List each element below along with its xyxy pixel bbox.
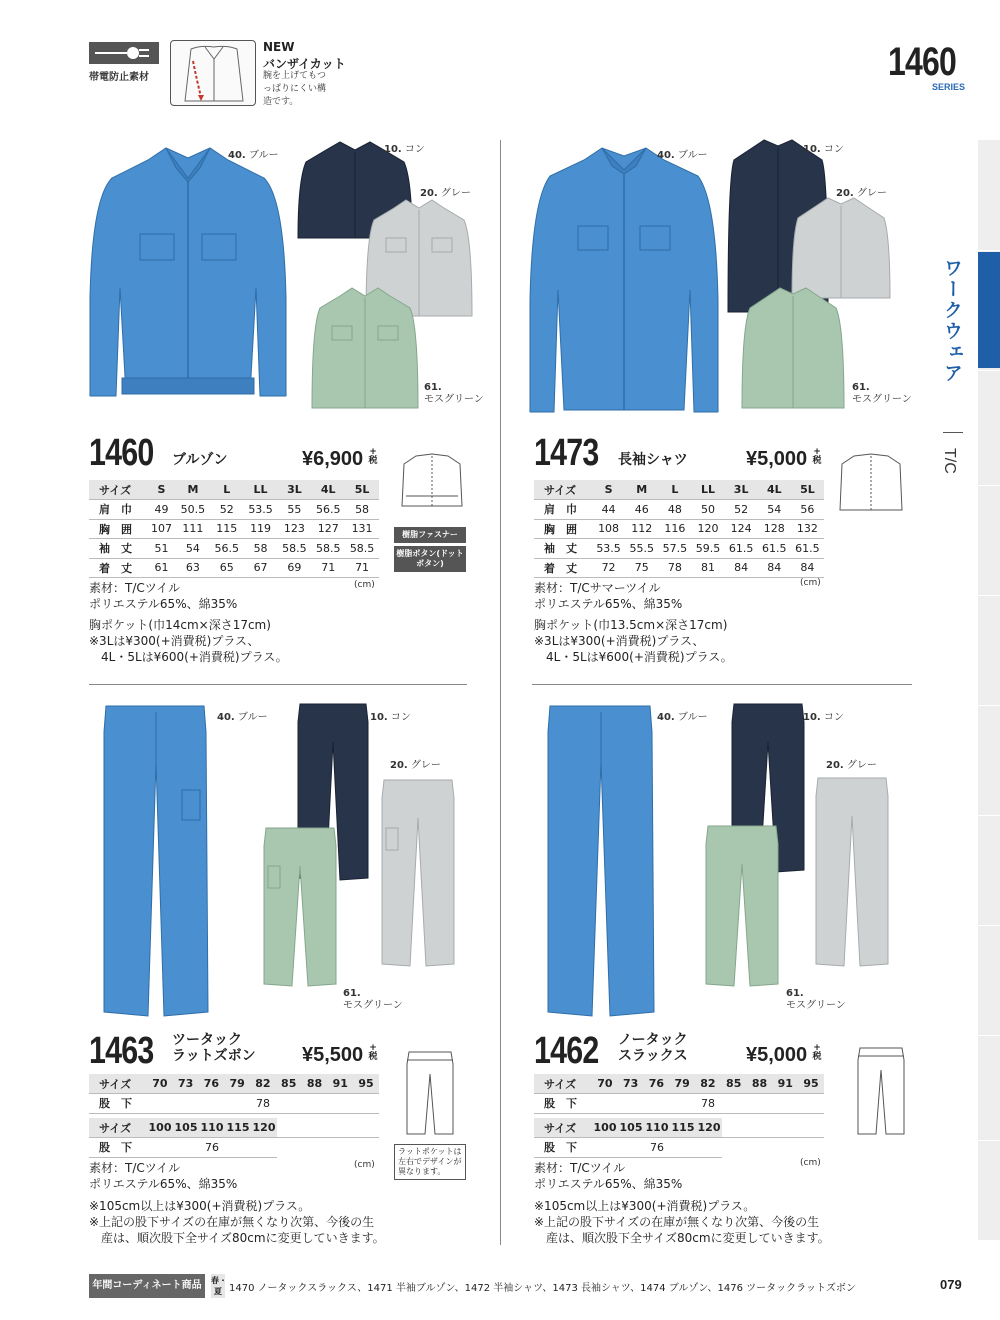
size-table xyxy=(89,480,379,578)
note-line: ※上記の股下サイズの在庫が無くなり次第、今後の生 xyxy=(89,1215,375,1229)
product-name-line: スラックス xyxy=(618,1048,688,1064)
table-cell: 110 xyxy=(199,1118,225,1138)
table-cell: 4L xyxy=(758,480,791,500)
price-tax: + 税 xyxy=(812,447,822,466)
table-cell: 肩 巾 xyxy=(89,500,147,520)
note-line: 胸ポケット(巾13.5cm×深さ17cm) xyxy=(534,618,728,632)
table-cell: 61 xyxy=(147,558,176,578)
table-cell: 124 xyxy=(725,519,758,539)
color-label-navy: 10. コン xyxy=(803,712,844,723)
table-cell: 84 xyxy=(758,558,791,578)
note-line: 産は、順次股下全サイズ80cmに変更していきます。 xyxy=(546,1231,830,1245)
table-cell: 81 xyxy=(691,558,724,578)
table-cell: 50 xyxy=(691,500,724,520)
table-row xyxy=(89,519,379,539)
table-cell: 5L xyxy=(791,480,824,500)
size-table-regular xyxy=(89,1074,379,1114)
table-cell: 91 xyxy=(327,1074,353,1094)
table-cell: 61.5 xyxy=(758,539,791,559)
slacks-moss-image xyxy=(704,824,780,988)
coordinate-products: 1470 ノータックスラックス、1471 半袖ブルゾン、1472 半袖シャツ、1473 長袖シャツ、1474 ブルゾン、1476 ツータックラットズボン xyxy=(229,1283,856,1294)
table-cell: 84 xyxy=(791,558,824,578)
product-name xyxy=(618,1032,688,1064)
material-info xyxy=(534,1160,682,1192)
note-line: ※105cm以上は¥300(+消費税)プラス。 xyxy=(89,1199,311,1213)
note-line: 4L・5Lは¥600(+消費税)プラス。 xyxy=(101,650,288,664)
table-row xyxy=(89,500,379,520)
color-label-blue: 40. ブルー xyxy=(657,712,708,723)
table-cell: 54 xyxy=(176,539,210,559)
series-label: SERIES xyxy=(932,82,966,92)
table-cell: 78 xyxy=(658,558,691,578)
table-cell: 70 xyxy=(147,1074,173,1094)
material-line: ポリエステル65%、綿35% xyxy=(89,597,238,611)
table-cell: 100 xyxy=(592,1118,618,1138)
table-cell: 76 xyxy=(199,1074,225,1094)
jacket-moss-image xyxy=(310,286,420,410)
material-line: 素材：T/Cツイル xyxy=(89,1161,181,1175)
table-cell: 84 xyxy=(725,558,758,578)
table-cell: 78 xyxy=(592,1094,824,1114)
color-label-gray: 20. グレー xyxy=(836,188,887,199)
table-cell: 115 xyxy=(225,1118,251,1138)
color-label-blue: 40. ブルー xyxy=(228,150,279,161)
table-cell: S xyxy=(592,480,625,500)
shirt-back-line-drawing xyxy=(838,452,904,514)
table-cell: サイズ xyxy=(89,480,147,500)
table-cell: 128 xyxy=(758,519,791,539)
material-line: 素材：T/Cツイル xyxy=(534,1161,626,1175)
note-line: 胸ポケット(巾14cm×深さ17cm) xyxy=(89,618,271,632)
product-notes xyxy=(534,1198,830,1246)
table-cell: 65 xyxy=(210,558,244,578)
color-label-gray: 20. グレー xyxy=(390,760,441,771)
color-label-moss: 61. モスグリーン xyxy=(424,382,484,405)
material-info xyxy=(534,580,682,612)
table-cell: 132 xyxy=(791,519,824,539)
tab-divider xyxy=(978,370,1000,371)
table-cell: 75 xyxy=(625,558,658,578)
table-cell: LL xyxy=(691,480,724,500)
page-number: 079 xyxy=(940,1277,962,1292)
table-cell: S xyxy=(147,480,176,500)
size-table-header xyxy=(534,1074,824,1094)
table-cell: 56.5 xyxy=(311,500,345,520)
product-name-line: ノータック xyxy=(618,1032,688,1048)
pants-blue-image xyxy=(100,702,210,1018)
table-cell: 57.5 xyxy=(658,539,691,559)
size-table-large xyxy=(534,1118,824,1158)
table-cell: 3L xyxy=(277,480,311,500)
pants-line-drawing xyxy=(405,1050,455,1136)
table-cell: 58 xyxy=(345,500,379,520)
product-name: 長袖シャツ xyxy=(618,452,688,468)
table-cell: 着 丈 xyxy=(534,558,592,578)
table-cell: 55 xyxy=(277,500,311,520)
table-cell: 71 xyxy=(311,558,345,578)
slacks-gray-image xyxy=(814,776,890,968)
jacket-back-line-drawing xyxy=(400,452,464,510)
table-cell: 79 xyxy=(224,1074,250,1094)
new-label: NEW xyxy=(263,40,295,54)
product-name-line: ツータック xyxy=(172,1032,242,1048)
note-line: 産は、順次股下全サイズ80cmに変更していきます。 xyxy=(101,1231,385,1245)
tab-divider xyxy=(978,250,1000,251)
pants-moss-image xyxy=(262,826,338,988)
index-tab-active[interactable] xyxy=(978,252,1000,368)
table-row xyxy=(89,558,379,578)
table-cell: 56.5 xyxy=(210,539,244,559)
table-cell: サイズ xyxy=(534,1118,592,1138)
unit-label: (cm) xyxy=(800,578,821,588)
price: ¥6,900 xyxy=(302,448,364,470)
table-cell: 股 下 xyxy=(534,1094,592,1114)
table-cell: 73 xyxy=(618,1074,644,1094)
table-cell: サイズ xyxy=(89,1118,147,1138)
feature-title: バンザイカット xyxy=(263,57,346,71)
antistatic-icon xyxy=(89,42,159,64)
product-name: ブルゾン xyxy=(172,452,228,468)
product-notes xyxy=(89,617,288,665)
column-divider xyxy=(500,140,501,1245)
table-cell: 3L xyxy=(725,480,758,500)
table-cell: 胸 囲 xyxy=(534,519,592,539)
table-cell: 59.5 xyxy=(691,539,724,559)
model-number: 1463 xyxy=(89,1030,154,1072)
material-info xyxy=(89,580,237,612)
color-label-gray: 20. グレー xyxy=(420,188,471,199)
note-line: ※105cm以上は¥300(+消費税)プラス。 xyxy=(534,1199,756,1213)
table-cell: L xyxy=(210,480,244,500)
table-cell: 股 下 xyxy=(89,1094,147,1114)
table-cell: 着 丈 xyxy=(89,558,147,578)
table-cell: 72 xyxy=(592,558,625,578)
color-label-moss: 61. モスグリーン xyxy=(343,988,403,1011)
table-cell: 53.5 xyxy=(592,539,625,559)
slacks-line-drawing xyxy=(856,1046,906,1136)
slacks-blue-image xyxy=(544,702,656,1018)
material-line: ポリエステル65%、綿35% xyxy=(534,1177,683,1191)
table-cell: 44 xyxy=(592,500,625,520)
table-row xyxy=(534,1138,824,1158)
table-cell: L xyxy=(658,480,691,500)
table-cell: 46 xyxy=(625,500,658,520)
table-row xyxy=(89,539,379,559)
table-cell: 71 xyxy=(345,558,379,578)
table-cell-empty xyxy=(722,1118,824,1138)
pants-gray-image xyxy=(380,778,456,968)
product-name-line: ラットズボン xyxy=(172,1048,256,1064)
note-line: ※上記の股下サイズの在庫が無くなり次第、今後の生 xyxy=(534,1215,820,1229)
table-cell: 袖 丈 xyxy=(534,539,592,559)
tab-divider xyxy=(978,485,1000,486)
table-cell: 119 xyxy=(244,519,278,539)
table-cell: 5L xyxy=(345,480,379,500)
table-cell: 52 xyxy=(725,500,758,520)
table-cell: 95 xyxy=(798,1074,824,1094)
color-label-gray: 20. グレー xyxy=(826,760,877,771)
table-cell: 58.5 xyxy=(345,539,379,559)
table-cell: 85 xyxy=(276,1074,302,1094)
table-cell: 67 xyxy=(244,558,278,578)
color-label-blue: 40. ブルー xyxy=(217,712,268,723)
table-cell: 股 下 xyxy=(534,1138,592,1158)
table-cell-empty xyxy=(277,1138,379,1158)
table-cell: LL xyxy=(244,480,278,500)
table-cell: 73 xyxy=(173,1074,199,1094)
model-number: 1460 xyxy=(89,432,154,474)
price-tax: + 税 xyxy=(368,1043,378,1062)
table-row xyxy=(534,1094,824,1114)
model-number: 1462 xyxy=(534,1030,599,1072)
table-row xyxy=(534,519,824,539)
table-cell: 56 xyxy=(791,500,824,520)
table-cell: 48 xyxy=(658,500,691,520)
table-cell: 105 xyxy=(173,1118,199,1138)
unit-label: (cm) xyxy=(354,580,375,590)
table-cell: 69 xyxy=(277,558,311,578)
tag-resin-button: 樹脂ボタン(ドットボタン) xyxy=(394,546,466,572)
table-cell: 120 xyxy=(696,1118,722,1138)
tab-divider xyxy=(978,815,1000,816)
price: ¥5,000 xyxy=(746,448,808,470)
feature-description: 腕を上げてもつっぱりにくい構造です。 xyxy=(263,71,327,107)
table-row xyxy=(534,500,824,520)
color-label-moss: 61. モスグリーン xyxy=(786,988,846,1011)
unit-label: (cm) xyxy=(354,1160,375,1170)
size-table xyxy=(534,480,824,578)
price: ¥5,500 xyxy=(302,1044,364,1066)
category-label: ワークウェア xyxy=(941,258,963,384)
table-cell: 82 xyxy=(695,1074,721,1094)
table-cell: 120 xyxy=(691,519,724,539)
table-cell: 108 xyxy=(592,519,625,539)
note-line: ※3Lは¥300(+消費税)プラス、 xyxy=(534,634,705,648)
table-cell: 肩 巾 xyxy=(534,500,592,520)
table-cell: 58 xyxy=(244,539,278,559)
table-cell: 61.5 xyxy=(725,539,758,559)
table-cell: M xyxy=(176,480,210,500)
table-cell: 49 xyxy=(147,500,176,520)
table-cell: 63 xyxy=(176,558,210,578)
table-cell: 58.5 xyxy=(277,539,311,559)
table-cell: 70 xyxy=(592,1074,618,1094)
table-cell: 54 xyxy=(758,500,791,520)
table-cell: 88 xyxy=(302,1074,328,1094)
size-table-header xyxy=(89,1118,379,1138)
season-badge: 春・夏 xyxy=(211,1276,227,1296)
table-cell: M xyxy=(625,480,658,500)
table-cell: 110 xyxy=(644,1118,670,1138)
tab-divider xyxy=(978,1035,1000,1036)
tab-divider xyxy=(978,705,1000,706)
size-table-header xyxy=(534,1118,824,1138)
table-cell: サイズ xyxy=(534,1074,592,1094)
material-line: ポリエステル65%、綿35% xyxy=(89,1177,238,1191)
shirt-blue-image xyxy=(528,140,720,422)
table-cell: 88 xyxy=(747,1074,773,1094)
size-table-header xyxy=(534,480,824,500)
antistatic-label: 帯電防止素材 xyxy=(89,72,149,83)
table-cell: 76 xyxy=(147,1138,277,1158)
section-divider-left xyxy=(89,684,467,685)
size-table-large xyxy=(89,1118,379,1158)
table-cell: 112 xyxy=(625,519,658,539)
material-line: 素材：T/Cサマーツイル xyxy=(534,581,661,595)
table-cell: 82 xyxy=(250,1074,276,1094)
table-cell: サイズ xyxy=(89,1074,147,1094)
table-cell: 53.5 xyxy=(244,500,278,520)
table-cell: 袖 丈 xyxy=(89,539,147,559)
table-cell: 115 xyxy=(670,1118,696,1138)
jacket-blue-image xyxy=(88,138,288,418)
size-table-header xyxy=(89,1074,379,1094)
tab-divider xyxy=(978,925,1000,926)
table-cell: 116 xyxy=(658,519,691,539)
table-cell: 107 xyxy=(147,519,176,539)
table-cell: 131 xyxy=(345,519,379,539)
rat-pocket-note: ラットポケットは左右でデザインが異なります。 xyxy=(394,1144,466,1180)
table-cell: 58.5 xyxy=(311,539,345,559)
product-notes xyxy=(89,1198,385,1246)
color-label-navy: 10. コン xyxy=(370,712,411,723)
table-cell: 76 xyxy=(592,1138,722,1158)
table-cell: 127 xyxy=(311,519,345,539)
material-line: 素材：T/Cツイル xyxy=(89,581,181,595)
table-cell: 胸 囲 xyxy=(89,519,147,539)
table-row xyxy=(534,539,824,559)
color-label-blue: 40. ブルー xyxy=(657,150,708,161)
table-cell-empty xyxy=(722,1138,824,1158)
tab-divider xyxy=(978,595,1000,596)
model-number: 1473 xyxy=(534,432,599,474)
table-cell: 111 xyxy=(176,519,210,539)
table-cell: 78 xyxy=(147,1094,379,1114)
category-divider xyxy=(943,432,963,433)
table-cell: 120 xyxy=(251,1118,277,1138)
table-row xyxy=(534,558,824,578)
banzai-cut-illustration xyxy=(170,40,256,106)
price-tax: + 税 xyxy=(812,1043,822,1062)
tab-divider xyxy=(978,1140,1000,1141)
size-table-header xyxy=(89,480,379,500)
price: ¥5,000 xyxy=(746,1044,808,1066)
table-cell: 61.5 xyxy=(791,539,824,559)
unit-label: (cm) xyxy=(800,1158,821,1168)
table-cell: 85 xyxy=(721,1074,747,1094)
size-table-regular xyxy=(534,1074,824,1114)
table-cell: 123 xyxy=(277,519,311,539)
table-cell: 115 xyxy=(210,519,244,539)
table-cell: 91 xyxy=(772,1074,798,1094)
table-cell-empty xyxy=(277,1118,379,1138)
table-cell: 52 xyxy=(210,500,244,520)
material-line: ポリエステル65%、綿35% xyxy=(534,597,683,611)
section-divider-right xyxy=(532,684,912,685)
table-cell: 股 下 xyxy=(89,1138,147,1158)
shirt-moss-image xyxy=(740,286,846,410)
shirt-gray-image xyxy=(790,196,892,300)
note-line: ※3Lは¥300(+消費税)プラス、 xyxy=(89,634,260,648)
material-info xyxy=(89,1160,237,1192)
series-number: 1460 xyxy=(888,40,956,84)
table-row xyxy=(89,1094,379,1114)
table-cell: 100 xyxy=(147,1118,173,1138)
table-cell: 79 xyxy=(669,1074,695,1094)
table-cell: 95 xyxy=(353,1074,379,1094)
tag-resin-zipper: 樹脂ファスナー xyxy=(394,527,466,543)
price-tax: + 税 xyxy=(368,447,378,466)
color-label-moss: 61. モスグリーン xyxy=(852,382,912,405)
table-cell: 76 xyxy=(644,1074,670,1094)
note-line: 4L・5Lは¥600(+消費税)プラス。 xyxy=(546,650,733,664)
fabric-label: T/C xyxy=(941,448,958,474)
table-cell: 50.5 xyxy=(176,500,210,520)
product-notes xyxy=(534,617,733,665)
color-label-navy: 10. コン xyxy=(803,144,844,155)
table-row xyxy=(89,1138,379,1158)
table-cell: 4L xyxy=(311,480,345,500)
color-label-navy: 10. コン xyxy=(384,144,425,155)
table-cell: 105 xyxy=(618,1118,644,1138)
table-cell: サイズ xyxy=(534,480,592,500)
table-cell: 51 xyxy=(147,539,176,559)
product-name xyxy=(172,1032,256,1064)
table-cell: 55.5 xyxy=(625,539,658,559)
coordinate-badge: 年間コーディネート商品 xyxy=(89,1274,205,1298)
